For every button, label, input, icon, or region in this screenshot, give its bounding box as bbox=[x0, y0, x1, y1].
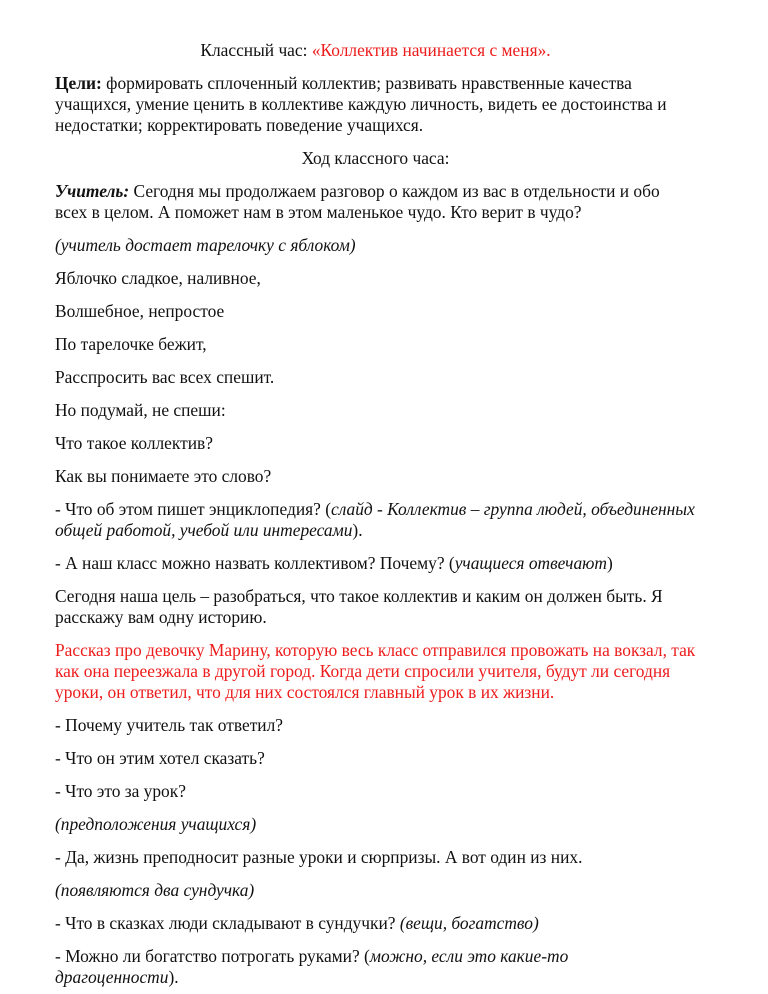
q1-text: - Что об этом пишет энциклопедия? ( bbox=[55, 499, 331, 519]
stage-direction-chests: (появляются два сундучка) bbox=[55, 880, 255, 900]
q3-italic: (вещи, богатство) bbox=[399, 913, 539, 933]
story-question: - Почему учитель так ответил? bbox=[55, 715, 284, 735]
poem-line: Что такое коллектив? bbox=[55, 433, 213, 453]
story-question: - Что это за урок? bbox=[55, 781, 186, 801]
story-paragraph: Рассказ про девочку Марину, которую весь класс отправился провожать на вокзал, так как она переезжала в другой город. Когда дети спросили учителя, будут ли сегодня уроки, он ответил, что для них состоялся главный урок в их жизни. bbox=[55, 640, 696, 702]
encyclopedia-question bbox=[55, 499, 696, 541]
wealth-question bbox=[55, 946, 696, 988]
life-lessons-paragraph: - Да, жизнь преподносит разные уроки и сюрпризы. А вот один из них. bbox=[55, 847, 583, 867]
teacher-text: Сегодня мы продолжаем разговор о каждом из вас в отдельности и обо всех в целом. А поможет нам в этом маленькое чудо. Кто верит в чудо? bbox=[55, 181, 660, 222]
q4-italic: можно, если это какие-то драгоценности bbox=[55, 946, 569, 987]
title-highlight: «Коллектив начинается с меня». bbox=[311, 40, 551, 60]
goal-paragraph: Сегодня наша цель – разобраться, что такое коллектив и каким он должен быть. Я расскажу вам одну историю. bbox=[55, 586, 663, 627]
goals-paragraph bbox=[55, 73, 696, 136]
document-title bbox=[55, 40, 696, 61]
q4-close: ). bbox=[168, 967, 179, 987]
q2-text: - А наш класс можно назвать коллективом? Почему? ( bbox=[55, 553, 455, 573]
poem-line: Но подумай, не спеши: bbox=[55, 400, 226, 420]
q1-close: ). bbox=[352, 520, 363, 540]
class-question bbox=[55, 553, 696, 574]
teacher-paragraph bbox=[55, 181, 696, 223]
section-heading: Ход классного часа: bbox=[301, 148, 450, 168]
story-question: - Что он этим хотел сказать? bbox=[55, 748, 265, 768]
q4-text: - Можно ли богатство потрогать руками? ( bbox=[55, 946, 370, 966]
q3-text: - Что в сказках люди складывают в сундучки? bbox=[55, 913, 400, 933]
chest-question bbox=[55, 913, 696, 934]
stage-direction-apple: (учитель достает тарелочку с яблоком) bbox=[55, 235, 356, 255]
stage-direction-guesses: (предположения учащихся) bbox=[55, 814, 257, 834]
q2-italic: учащиеся отвечают bbox=[454, 553, 607, 573]
title-prefix: Классный час: bbox=[200, 40, 312, 60]
poem-line: Как вы понимаете это слово? bbox=[55, 466, 272, 486]
poem-line: Яблочко сладкое, наливное, bbox=[55, 268, 261, 288]
goals-text: формировать сплоченный коллектив; развивать нравственные качества учащихся, умение ценить в коллективе каждую личность, видеть ее достоинства и недостатки; корректировать поведение учащихся. bbox=[55, 73, 667, 135]
goals-label: Цели: bbox=[55, 73, 102, 93]
q1-italic: слайд - Коллектив – группа людей, объединенных общей работой, учебой или интересами bbox=[55, 499, 695, 540]
teacher-label: Учитель: bbox=[55, 181, 130, 201]
q2-close: ) bbox=[606, 553, 613, 573]
poem-line: По тарелочке бежит, bbox=[55, 334, 207, 354]
poem-line: Волшебное, непростое bbox=[55, 301, 225, 321]
poem-line: Расспросить вас всех спешит. bbox=[55, 367, 275, 387]
